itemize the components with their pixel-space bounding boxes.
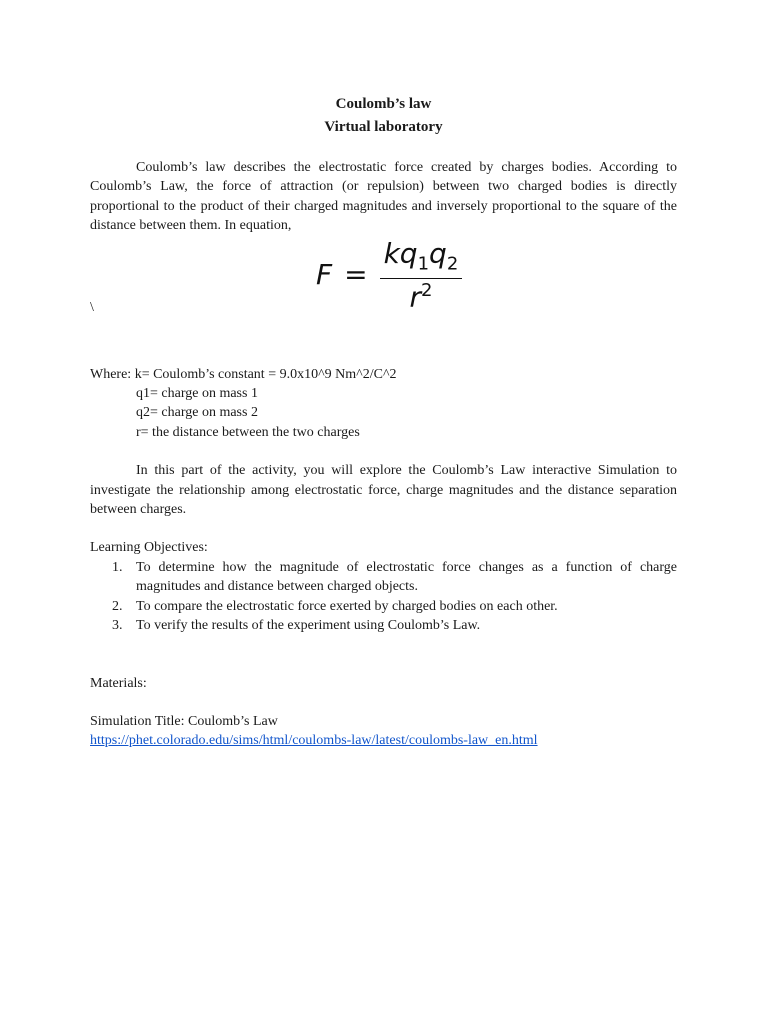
stray-backslash: \: [90, 299, 94, 315]
where-label: Where: k= Coulomb’s constant = 9.0x10^9 Nm^2/C^2: [90, 366, 397, 382]
activity-paragraph: In this part of the activity, you will explore the Coulomb’s Law interactive Simulation to investigate the relationship among electrostatic force, charge magnitudes and the distance separation between charges.: [90, 463, 677, 518]
simulation-link[interactable]: https://phet.colorado.edu/sims/html/coulombs-law/latest/coulombs-law_en.html: [90, 733, 538, 749]
where-item-q1: q1= charge on mass 1: [136, 386, 258, 402]
coulomb-formula: [316, 236, 462, 313]
materials-label: Materials:: [90, 675, 147, 691]
where-item-q2: q2= charge on mass 2: [136, 405, 258, 421]
document-page: [90, 93, 677, 751]
title-line-2: Virtual laboratory: [324, 119, 443, 135]
formula-equals: =: [344, 258, 368, 292]
intro-paragraph: Coulomb’s law describes the electrostatic force created by charges bodies. According to Coulomb’s Law, the force of attraction (or repulsion) between two charged bodies is directly proportional to the product of their charged magnitudes and inversely proportional to the square of the distance between them. In equation,: [90, 160, 677, 234]
title-line-1: Coulomb’s law: [335, 96, 432, 112]
list-item: 3. To verify the results of the experiment using Coulomb’s Law.: [112, 618, 481, 634]
where-item-r: r= the distance between the two charges: [136, 424, 360, 440]
list-item: 2. To compare the electrostatic force exerted by charged bodies on each other.: [112, 598, 558, 614]
formula-row: [90, 236, 677, 346]
formula-fraction: [380, 236, 463, 313]
simulation-title: Simulation Title: Coulomb’s Law: [90, 713, 278, 729]
formula-denominator: $r^2$: [409, 279, 433, 313]
formula-numerator: $kq_1q_2$: [380, 244, 463, 279]
formula-lhs: F: [316, 258, 333, 292]
list-item: 1. To determine how the magnitude of electrostatic force changes as a function of charge magnitudes and distance between charged objects.: [112, 559, 677, 595]
objectives-label: Learning Objectives:: [90, 540, 208, 556]
objectives-list: [90, 558, 677, 636]
